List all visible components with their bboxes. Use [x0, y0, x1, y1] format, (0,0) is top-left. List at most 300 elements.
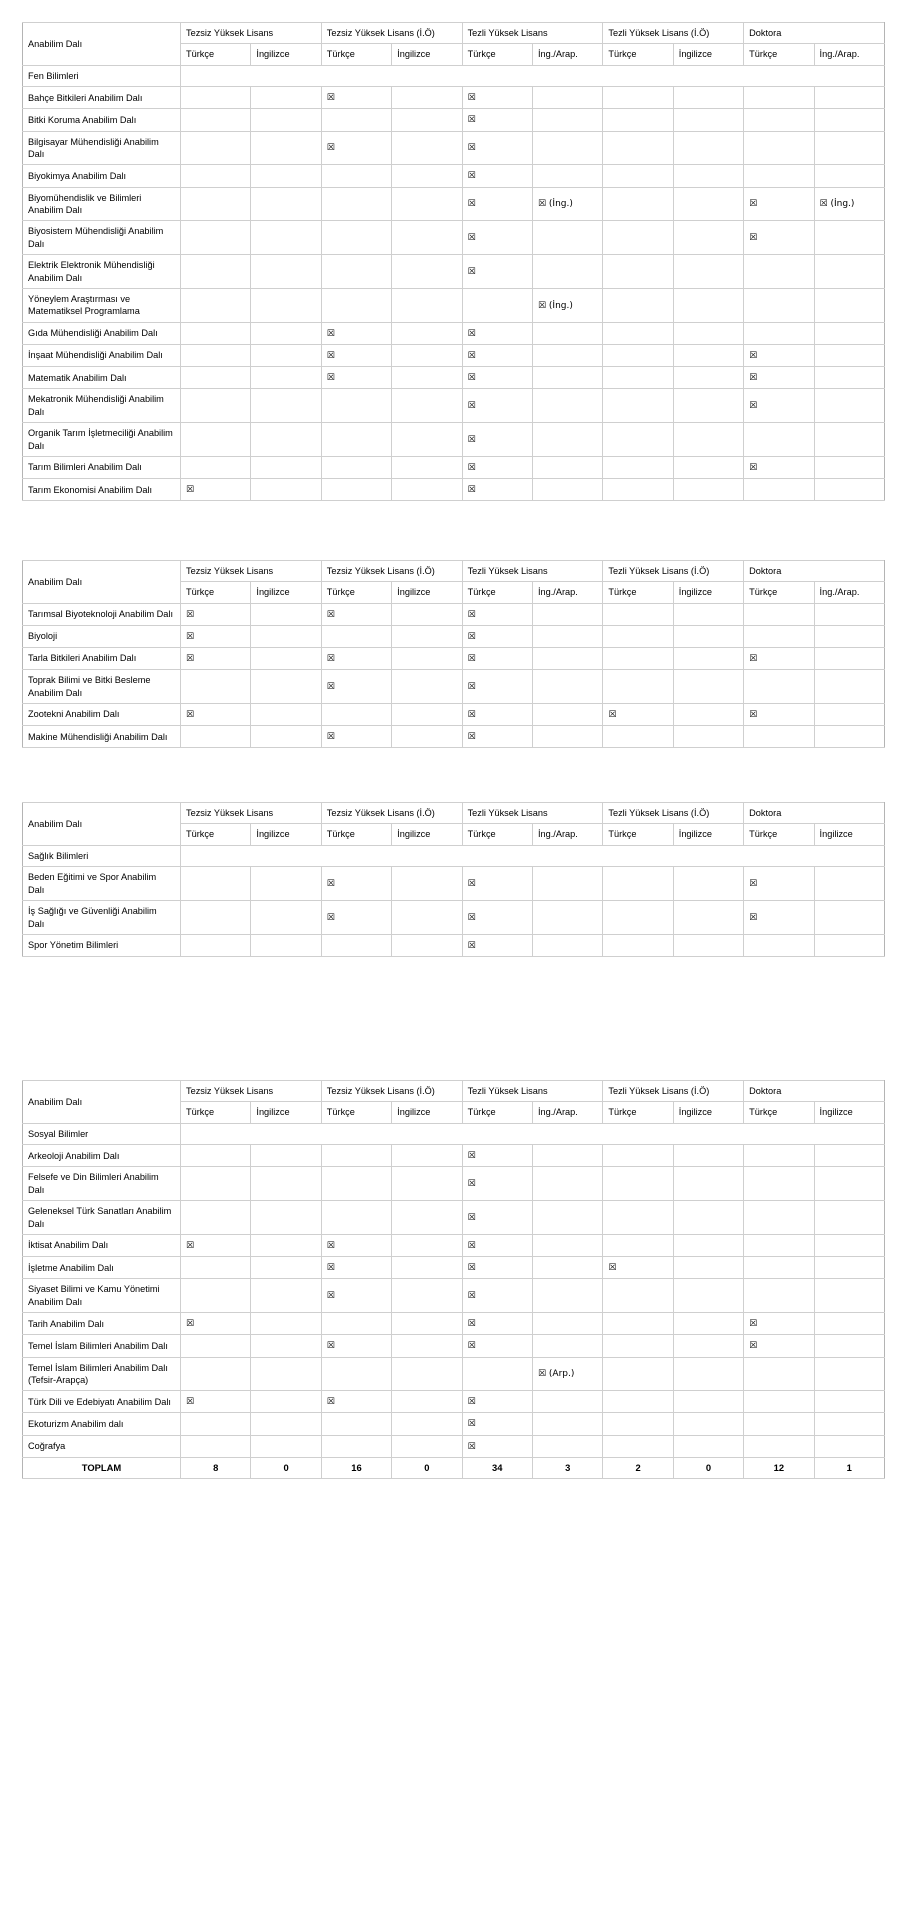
checkbox-cell-empty: [603, 221, 673, 255]
checkbox-cell-empty: [673, 165, 743, 187]
checkbox-cell-empty: [532, 1391, 602, 1413]
checkbox-cell-empty: [814, 1313, 884, 1335]
checkbox-cell-empty: [392, 934, 462, 956]
checked-box-icon: ☒: [326, 609, 335, 620]
program-name: Beden Eğitimi ve Spor Anabilim Dalı: [23, 867, 181, 901]
checkbox-cell-empty: [532, 221, 602, 255]
checkbox-cell-empty: [392, 87, 462, 109]
checkbox-cell-checked: [462, 1413, 532, 1435]
checked-box-icon: ☒ (İng.): [537, 300, 573, 311]
header-sub-2: Türkçe: [321, 44, 391, 65]
checkbox-cell-empty: [181, 389, 251, 423]
checkbox-cell-empty: [603, 670, 673, 704]
header-group-1: Tezsiz Yüksek Lisans (İ.Ö): [321, 561, 462, 582]
header-sub-8: Türkçe: [744, 824, 814, 845]
checkbox-cell-empty: [603, 1313, 673, 1335]
checkbox-cell-empty: [251, 389, 321, 423]
program-name: Tarih Anabilim Dalı: [23, 1313, 181, 1335]
table-row: [23, 367, 885, 389]
header-sub-4: Türkçe: [462, 44, 532, 65]
checkbox-cell-checked: [462, 670, 532, 704]
table-row: [23, 1313, 885, 1335]
checkbox-cell-checked: [321, 901, 391, 935]
checkbox-cell-empty: [392, 1167, 462, 1201]
checkbox-cell-empty: [392, 867, 462, 901]
checked-box-icon: ☒ (Arp.): [537, 1369, 575, 1380]
checkbox-cell-empty: [603, 1435, 673, 1457]
checkbox-cell-empty: [392, 187, 462, 221]
checkbox-cell-checked: [744, 345, 814, 367]
checkbox-cell-empty: [744, 603, 814, 625]
program-name: Coğrafya: [23, 1435, 181, 1457]
checkbox-cell-empty: [814, 345, 884, 367]
checkbox-cell-empty: [744, 1201, 814, 1235]
checkbox-cell-checked: [321, 867, 391, 901]
header-sub-4: Türkçe: [462, 824, 532, 845]
header-sub-4: Türkçe: [462, 1102, 532, 1123]
checkbox-cell-empty: [251, 87, 321, 109]
checkbox-cell-empty: [181, 457, 251, 479]
checkbox-cell-empty: [251, 1357, 321, 1391]
checkbox-cell-checked: [321, 726, 391, 748]
header-group-2: Tezli Yüksek Lisans: [462, 1081, 603, 1102]
checked-box-icon: ☒: [326, 328, 335, 339]
checkbox-cell-empty: [462, 289, 532, 323]
program-name: Siyaset Bilimi ve Kamu Yönetimi Anabilim Dalı: [23, 1279, 181, 1313]
header-sub-7: İngilizce: [673, 1102, 743, 1123]
checkbox-cell-checked: [744, 1313, 814, 1335]
table-row: [23, 704, 885, 726]
checkbox-cell-empty: [321, 389, 391, 423]
checkbox-cell-empty: [603, 423, 673, 457]
checkbox-cell-empty: [814, 704, 884, 726]
checkbox-cell-empty: [814, 367, 884, 389]
checked-box-icon: ☒: [749, 654, 758, 665]
checked-box-icon: ☒: [326, 1291, 335, 1302]
checkbox-cell-empty: [673, 1145, 743, 1167]
checkbox-cell-empty: [181, 1145, 251, 1167]
checkbox-cell-checked: [321, 603, 391, 625]
checkbox-cell-empty: [392, 322, 462, 344]
checkbox-cell-empty: [392, 479, 462, 501]
program-name: Ekoturizm Anabilim dalı: [23, 1413, 181, 1435]
table-row: [23, 345, 885, 367]
program-name: Felsefe ve Din Bilimleri Anabilim Dalı: [23, 1167, 181, 1201]
checkbox-cell-checked: [744, 367, 814, 389]
checked-box-icon: ☒: [749, 351, 758, 362]
checkbox-cell-empty: [321, 625, 391, 647]
table-row: [23, 1167, 885, 1201]
checkbox-cell-checked: [462, 1435, 532, 1457]
checkbox-cell-empty: [321, 479, 391, 501]
program-matrix-table: [22, 1080, 885, 1479]
table-row: [23, 1413, 885, 1435]
checkbox-cell-empty: [673, 255, 743, 289]
table-row: [23, 1335, 885, 1357]
checkbox-cell-checked: [462, 1279, 532, 1313]
checkbox-cell-empty: [744, 322, 814, 344]
checkbox-cell-empty: [744, 1145, 814, 1167]
checkbox-cell-empty: [744, 255, 814, 289]
checkbox-cell-empty: [181, 1201, 251, 1235]
checkbox-cell-empty: [673, 1257, 743, 1279]
checkbox-cell-empty: [603, 1167, 673, 1201]
checkbox-cell-checked: [744, 187, 814, 221]
checkbox-cell-empty: [251, 1235, 321, 1257]
header-sub-2: Türkçe: [321, 582, 391, 603]
checkbox-cell-empty: [814, 1391, 884, 1413]
checked-box-icon: ☒: [467, 435, 476, 446]
checkbox-cell-empty: [532, 109, 602, 131]
checked-box-icon: ☒: [749, 912, 758, 923]
header-group-1: Tezsiz Yüksek Lisans (İ.Ö): [321, 1081, 462, 1102]
program-name: Tarımsal Biyoteknoloji Anabilim Dalı: [23, 603, 181, 625]
checkbox-cell-empty: [321, 1413, 391, 1435]
checkbox-cell-empty: [392, 1235, 462, 1257]
header-sub-7: İngilizce: [673, 44, 743, 65]
checkbox-cell-empty: [532, 901, 602, 935]
checked-box-icon: ☒: [326, 351, 335, 362]
checkbox-cell-checked: [321, 1335, 391, 1357]
checkbox-cell-empty: [532, 625, 602, 647]
checkbox-cell-empty: [181, 726, 251, 748]
checkbox-cell-empty: [321, 289, 391, 323]
checkbox-cell-empty: [744, 1257, 814, 1279]
table-row: [23, 1145, 885, 1167]
checked-box-icon: ☒: [467, 115, 476, 126]
header-sub-1: İngilizce: [251, 1102, 321, 1123]
checkbox-cell-empty: [673, 867, 743, 901]
header-group-4: Doktora: [744, 803, 885, 824]
checkbox-cell-empty: [603, 322, 673, 344]
checked-box-icon: ☒: [467, 199, 476, 210]
checkbox-cell-empty: [251, 255, 321, 289]
checkbox-cell-empty: [392, 255, 462, 289]
checkbox-cell-checked: [462, 345, 532, 367]
table-row: [23, 187, 885, 221]
checkbox-cell-empty: [744, 1413, 814, 1435]
total-value: 1: [814, 1457, 884, 1479]
checkbox-cell-empty: [251, 704, 321, 726]
checkbox-cell-empty: [251, 1167, 321, 1201]
checkbox-cell-empty: [814, 389, 884, 423]
checkbox-cell-empty: [321, 165, 391, 187]
checkbox-cell-empty: [814, 87, 884, 109]
header-group-4: Doktora: [744, 1081, 885, 1102]
checkbox-cell-empty: [321, 1357, 391, 1391]
checkbox-cell-empty: [181, 367, 251, 389]
checked-box-icon: ☒: [467, 654, 476, 665]
checkbox-cell-empty: [814, 603, 884, 625]
checkbox-cell-empty: [603, 87, 673, 109]
checkbox-cell-empty: [251, 423, 321, 457]
header-sub-0: Türkçe: [181, 44, 251, 65]
checked-box-icon: ☒: [186, 1241, 195, 1252]
checkbox-cell-checked: [321, 1279, 391, 1313]
checkbox-cell-empty: [181, 1435, 251, 1457]
header-sub-8: Türkçe: [744, 44, 814, 65]
checkbox-cell-checked: [321, 87, 391, 109]
checkbox-cell-empty: [392, 625, 462, 647]
checkbox-cell-empty: [251, 165, 321, 187]
checkbox-cell-checked: [462, 704, 532, 726]
checkbox-cell-empty: [814, 255, 884, 289]
checkbox-cell-checked: [321, 345, 391, 367]
table-fen-bilimleri-1: [22, 22, 884, 501]
checkbox-cell-empty: [744, 1391, 814, 1413]
program-name: Mekatronik Mühendisliği Anabilim Dalı: [23, 389, 181, 423]
header-sub-0: Türkçe: [181, 582, 251, 603]
checkbox-cell-empty: [673, 1235, 743, 1257]
checkbox-cell-empty: [532, 1279, 602, 1313]
checkbox-cell-empty: [673, 1413, 743, 1435]
checkbox-cell-empty: [814, 289, 884, 323]
checkbox-cell-empty: [532, 457, 602, 479]
checkbox-cell-empty: [392, 221, 462, 255]
checked-box-icon: ☒: [749, 1319, 758, 1330]
checkbox-cell-empty: [532, 1257, 602, 1279]
program-name: Biyomühendislik ve Bilimleri Anabilim Dalı: [23, 187, 181, 221]
checked-box-icon: ☒: [326, 93, 335, 104]
checkbox-cell-empty: [181, 1167, 251, 1201]
checkbox-cell-empty: [603, 1201, 673, 1235]
checkbox-cell-checked: [744, 867, 814, 901]
checkbox-cell-empty: [673, 1201, 743, 1235]
checked-box-icon: ☒: [326, 1241, 335, 1252]
checkbox-cell-empty: [673, 289, 743, 323]
checkbox-cell-empty: [392, 423, 462, 457]
checkbox-cell-checked: [321, 1235, 391, 1257]
table-row: [23, 1435, 885, 1457]
checked-box-icon: ☒: [467, 1213, 476, 1224]
checkbox-cell-checked: [321, 648, 391, 670]
checkbox-cell-empty: [603, 165, 673, 187]
checkbox-cell-empty: [392, 1391, 462, 1413]
checkbox-cell-empty: [673, 322, 743, 344]
checkbox-cell-empty: [673, 389, 743, 423]
checkbox-cell-empty: [814, 1201, 884, 1235]
checked-box-icon: ☒: [749, 710, 758, 721]
checkbox-cell-empty: [532, 1235, 602, 1257]
checkbox-cell-empty: [251, 457, 321, 479]
checkbox-cell-empty: [603, 901, 673, 935]
header-group-2: Tezli Yüksek Lisans: [462, 803, 603, 824]
checked-box-icon: ☒: [186, 1319, 195, 1330]
checkbox-cell-checked: [462, 1167, 532, 1201]
header-group-0: Tezsiz Yüksek Lisans: [181, 1081, 322, 1102]
checkbox-cell-empty: [603, 1145, 673, 1167]
header-group-1: Tezsiz Yüksek Lisans (İ.Ö): [321, 23, 462, 44]
checkbox-cell-empty: [603, 289, 673, 323]
checkbox-cell-checked: [744, 648, 814, 670]
total-label: TOPLAM: [23, 1457, 181, 1479]
checkbox-cell-empty: [532, 704, 602, 726]
checkbox-cell-empty: [744, 165, 814, 187]
checked-box-icon: ☒ (İng.): [537, 199, 573, 210]
checked-box-icon: ☒: [467, 463, 476, 474]
table-row: [23, 1279, 885, 1313]
checkbox-cell-empty: [181, 109, 251, 131]
group-empty-span: [181, 845, 885, 866]
total-value: 2: [603, 1457, 673, 1479]
checked-box-icon: ☒: [467, 1319, 476, 1330]
header-group-4: Doktora: [744, 561, 885, 582]
checked-box-icon: ☒: [467, 267, 476, 278]
group-label: Sosyal Bilimler: [23, 1123, 181, 1144]
program-matrix-table: [22, 802, 885, 957]
total-value: 0: [673, 1457, 743, 1479]
program-name: İşletme Anabilim Dalı: [23, 1257, 181, 1279]
checkbox-cell-empty: [392, 603, 462, 625]
checked-box-icon: ☒: [749, 373, 758, 384]
checkbox-cell-empty: [814, 867, 884, 901]
checked-box-icon: ☒: [467, 171, 476, 182]
checkbox-cell-empty: [392, 289, 462, 323]
header-group-1: Tezsiz Yüksek Lisans (İ.Ö): [321, 803, 462, 824]
checkbox-cell-empty: [744, 1435, 814, 1457]
checkbox-cell-empty: [181, 289, 251, 323]
checkbox-cell-empty: [321, 457, 391, 479]
total-value: 0: [392, 1457, 462, 1479]
checkbox-cell-empty: [392, 131, 462, 165]
checkbox-cell-empty: [181, 165, 251, 187]
checkbox-cell-empty: [814, 479, 884, 501]
header-sub-3: İngilizce: [392, 1102, 462, 1123]
table-row: [23, 1391, 885, 1413]
program-name: Gıda Mühendisliği Anabilim Dalı: [23, 322, 181, 344]
program-name: Zootekni Anabilim Dalı: [23, 704, 181, 726]
table-row: [23, 603, 885, 625]
checkbox-cell-empty: [744, 670, 814, 704]
checkbox-cell-empty: [814, 322, 884, 344]
checkbox-cell-empty: [321, 109, 391, 131]
checkbox-cell-empty: [814, 423, 884, 457]
checkbox-cell-empty: [251, 109, 321, 131]
checkbox-cell-empty: [181, 934, 251, 956]
checkbox-cell-checked: [603, 1257, 673, 1279]
checkbox-cell-empty: [673, 423, 743, 457]
checked-box-icon: ☒: [749, 199, 758, 210]
checkbox-cell-checked: [744, 221, 814, 255]
checkbox-cell-checked: [321, 670, 391, 704]
checked-box-icon: ☒: [467, 143, 476, 154]
checkbox-cell-empty: [814, 131, 884, 165]
checked-box-icon: ☒: [326, 1263, 335, 1274]
checked-box-icon: ☒: [326, 143, 335, 154]
table-saglik-bilimleri: [22, 802, 884, 957]
checked-box-icon: ☒: [467, 682, 476, 693]
checkbox-cell-empty: [673, 934, 743, 956]
program-name: İş Sağlığı ve Güvenliği Anabilim Dalı: [23, 901, 181, 935]
checkbox-cell-empty: [673, 87, 743, 109]
checkbox-cell-checked: [462, 648, 532, 670]
checkbox-cell-empty: [814, 1279, 884, 1313]
program-name: Tarım Ekonomisi Anabilim Dalı: [23, 479, 181, 501]
program-matrix-table: [22, 560, 885, 748]
checkbox-cell-empty: [532, 670, 602, 704]
checkbox-cell-empty: [814, 1435, 884, 1457]
program-name: Elektrik Elektronik Mühendisliği Anabilim Dalı: [23, 255, 181, 289]
checkbox-cell-empty: [321, 221, 391, 255]
group-label: Fen Bilimleri: [23, 65, 181, 86]
group-header-row: [23, 1123, 885, 1144]
group-label: Sağlık Bilimleri: [23, 845, 181, 866]
checkbox-cell-empty: [181, 1413, 251, 1435]
program-matrix-table: [22, 22, 885, 501]
checkbox-cell-empty: [181, 670, 251, 704]
checkbox-cell-empty: [744, 131, 814, 165]
header-sub-6: Türkçe: [603, 44, 673, 65]
checkbox-cell-empty: [673, 1167, 743, 1201]
checkbox-cell-empty: [392, 1279, 462, 1313]
total-value: 12: [744, 1457, 814, 1479]
checked-box-icon: ☒: [467, 1441, 476, 1452]
checked-box-icon: ☒: [467, 233, 476, 244]
header-sub-5: İng./Arap.: [532, 44, 602, 65]
checkbox-cell-checked: [462, 1313, 532, 1335]
program-name: Geleneksel Türk Sanatları Anabilim Dalı: [23, 1201, 181, 1235]
checkbox-cell-empty: [532, 1313, 602, 1335]
checkbox-cell-empty: [181, 1335, 251, 1357]
program-name: İnşaat Mühendisliği Anabilim Dalı: [23, 345, 181, 367]
checkbox-cell-empty: [603, 479, 673, 501]
checkbox-cell-empty: [532, 1167, 602, 1201]
program-name: Spor Yönetim Bilimleri: [23, 934, 181, 956]
checkbox-cell-empty: [181, 131, 251, 165]
checkbox-cell-empty: [744, 1167, 814, 1201]
checkbox-cell-checked: [181, 1391, 251, 1413]
program-name: Türk Dili ve Edebiyatı Anabilim Dalı: [23, 1391, 181, 1413]
header-sub-2: Türkçe: [321, 824, 391, 845]
checkbox-cell-empty: [181, 221, 251, 255]
header-anabilim-dali: Anabilim Dalı: [23, 23, 181, 66]
header-anabilim-dali: Anabilim Dalı: [23, 1081, 181, 1124]
checkbox-cell-checked: [462, 255, 532, 289]
checkbox-cell-empty: [744, 934, 814, 956]
program-name: İktisat Anabilim Dalı: [23, 1235, 181, 1257]
header-sub-9: İngilizce: [814, 1102, 884, 1123]
checkbox-cell-checked: [603, 704, 673, 726]
checkbox-cell-checked: [462, 322, 532, 344]
checkbox-cell-empty: [181, 1357, 251, 1391]
header-sub-8: Türkçe: [744, 1102, 814, 1123]
checkbox-cell-empty: [532, 255, 602, 289]
checkbox-cell-empty: [532, 1335, 602, 1357]
checkbox-cell-empty: [321, 934, 391, 956]
header-group-3: Tezli Yüksek Lisans (İ.Ö): [603, 803, 744, 824]
checkbox-cell-empty: [744, 1279, 814, 1313]
checkbox-cell-checked: [181, 704, 251, 726]
header-sub-5: İng./Arap.: [532, 582, 602, 603]
checkbox-cell-empty: [321, 1167, 391, 1201]
checkbox-cell-checked: [462, 1145, 532, 1167]
checked-box-icon: ☒: [186, 654, 195, 665]
table-row: [23, 726, 885, 748]
header-group-3: Tezli Yüksek Lisans (İ.Ö): [603, 1081, 744, 1102]
total-value: 8: [181, 1457, 251, 1479]
checkbox-cell-checked: [462, 1235, 532, 1257]
checkbox-cell-empty: [251, 345, 321, 367]
table-row: [23, 289, 885, 323]
header-sub-5: İng./Arap.: [532, 1102, 602, 1123]
checkbox-cell-empty: [673, 726, 743, 748]
checkbox-cell-empty: [392, 1357, 462, 1391]
header-sub-1: İngilizce: [251, 582, 321, 603]
table-row: [23, 255, 885, 289]
checkbox-cell-empty: [532, 726, 602, 748]
checkbox-cell-checked: [462, 901, 532, 935]
table-row: [23, 1257, 885, 1279]
